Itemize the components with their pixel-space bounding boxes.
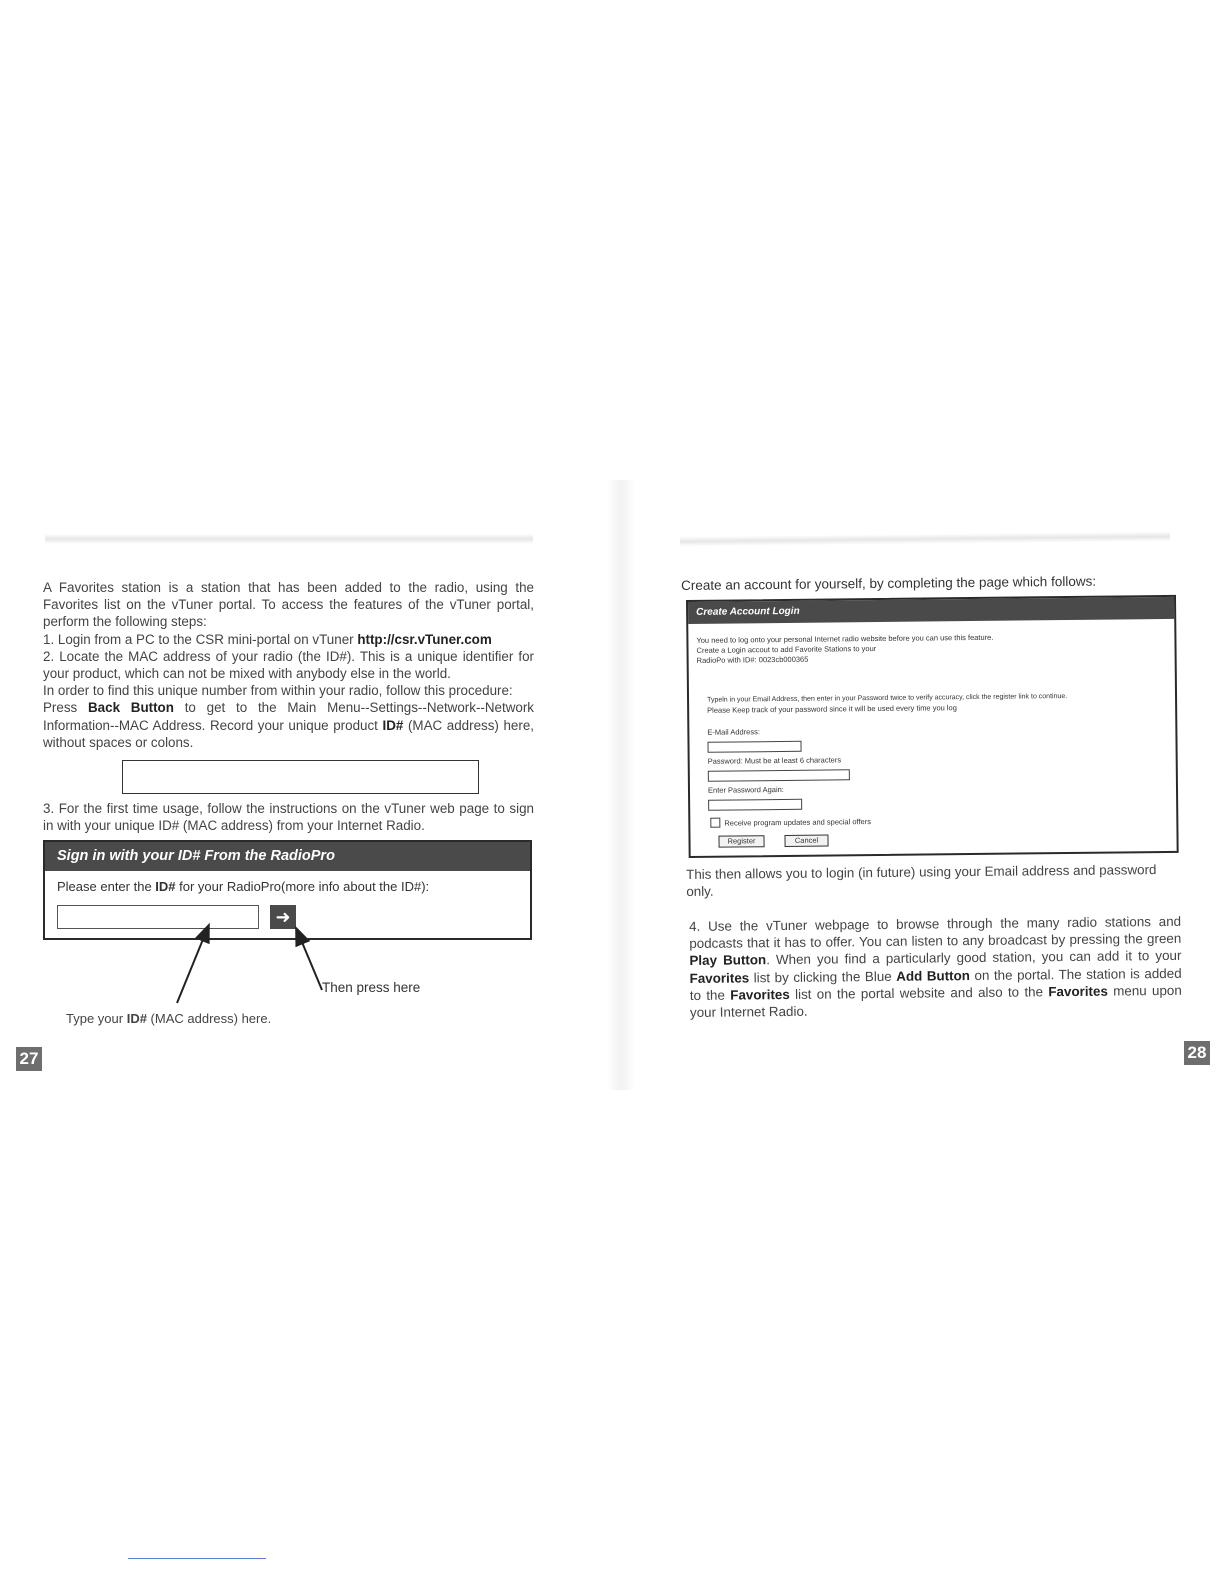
password-again-label: Enter Password Again: <box>707 784 784 795</box>
step4-c: list by clicking the Blue <box>749 968 897 985</box>
step4-b: . When you find a particularly good station, you can add it to your <box>766 948 1182 968</box>
email-field[interactable] <box>707 741 801 753</box>
type-a: Type your <box>66 1011 127 1026</box>
allows-text: This then allows you to login (in future) using your Email address and password only. <box>686 862 1157 900</box>
favorites-term-1: Favorites <box>689 969 750 986</box>
prompt-id: ID# <box>155 879 176 894</box>
signin-header: Sign in with your ID# From the RadioPro <box>45 842 530 871</box>
arrow-to-go <box>299 935 322 990</box>
favorites-term-2: Favorites <box>730 986 790 1003</box>
arrow-right-icon[interactable]: ➜ <box>270 905 296 929</box>
procedure-a: Press <box>43 700 88 716</box>
create-intro: Create an account for yourself, by completing the page which follows: <box>681 573 1097 593</box>
procedure-b: to get to the Main Menu--Settings--Network--Network Information--MAC Address. Record your unique product <box>43 700 534 733</box>
account-line2: Create a Login accout to add Favorite Stations to your <box>696 644 877 655</box>
page-number-right: 28 <box>1184 1041 1210 1065</box>
email-label: E-Mail Address: <box>707 727 760 737</box>
prompt-a: Please enter the <box>57 879 156 894</box>
checkbox-label: Receive program updates and special offers <box>724 817 872 828</box>
step4-text <box>689 913 1182 1021</box>
step4-e: list on the portal website and also to the <box>789 984 1049 1002</box>
updates-checkbox[interactable] <box>710 818 720 828</box>
account-instr2: Please Keep track of your password since it will be used every time you log <box>707 703 957 715</box>
password-label: Password: Must be at least 6 characters <box>707 755 842 766</box>
cancel-button[interactable]: Cancel <box>784 835 828 847</box>
procedure-c: (MAC address) here, without spaces or colons. <box>43 717 534 750</box>
step2-text: 2. Locate the MAC address of your radio (the ID#). This is a unique identifier for your product, which can not be mixed with anybody else in the world. <box>43 648 534 682</box>
step1-text: 1. Login from a PC to the CSR mini-portal on vTuner <box>43 631 358 647</box>
account-header: Create Account Login <box>688 597 1174 624</box>
play-button-term: Play Button <box>689 952 767 969</box>
arrow-to-input <box>177 932 206 1003</box>
portal-url-link[interactable]: http://csr.vTuner.com <box>357 631 492 647</box>
account-line1: You need to log onto your personal Internet radio website before you can use this feature. <box>696 632 994 645</box>
page-number-left: 27 <box>16 1047 42 1071</box>
account-line3: RadioPo with ID#: 0023cb000365 <box>696 654 809 665</box>
step4-d: on the portal. The station is added to the <box>689 965 1182 1003</box>
step4-f: menu upon your Internet Radio. <box>689 982 1182 1021</box>
step4-a: 4. Use the vTuner webpage to browse through the many radio stations and podcasts that it has to offer. You can listen to any broadcast by pressing the green <box>689 913 1182 952</box>
type-id: ID# <box>126 1011 147 1026</box>
type-b: (MAC address) here. <box>146 1011 272 1026</box>
prompt-b: for your RadioPro(more info about the ID#): <box>175 879 430 894</box>
page-fold <box>606 480 636 1090</box>
register-button[interactable]: Register <box>718 835 764 847</box>
account-instr1: Typeln in your Email Address, then enter in your Password twice to verify accuracy, click the register link to continue. <box>707 693 1068 704</box>
scan-line <box>128 1558 266 1559</box>
step3-text: 3. For the first time usage, follow the instructions on the vTuner web page to sign in with your unique ID# (MAC address) from your Internet Radio. <box>43 801 534 834</box>
back-button-term: Back Button <box>88 700 174 716</box>
then-press-label: Then press here <box>322 980 421 995</box>
password-field[interactable] <box>708 769 850 781</box>
create-account-panel <box>686 595 1179 858</box>
favorites-term-3: Favorites <box>1048 983 1108 1000</box>
password-again-field[interactable] <box>708 799 802 811</box>
id-term: ID# <box>382 717 404 733</box>
add-button-term: Add Button <box>896 967 971 984</box>
intro-text: A Favorites station is a station that has been added to the radio, using the Favorites list on the vTuner portal. To access the features of the vTuner portal, perform the following steps: <box>43 580 534 630</box>
procedure-text: In order to find this unique number from within your radio, follow this procedure: <box>43 683 513 699</box>
type-id-label <box>66 1011 271 1026</box>
